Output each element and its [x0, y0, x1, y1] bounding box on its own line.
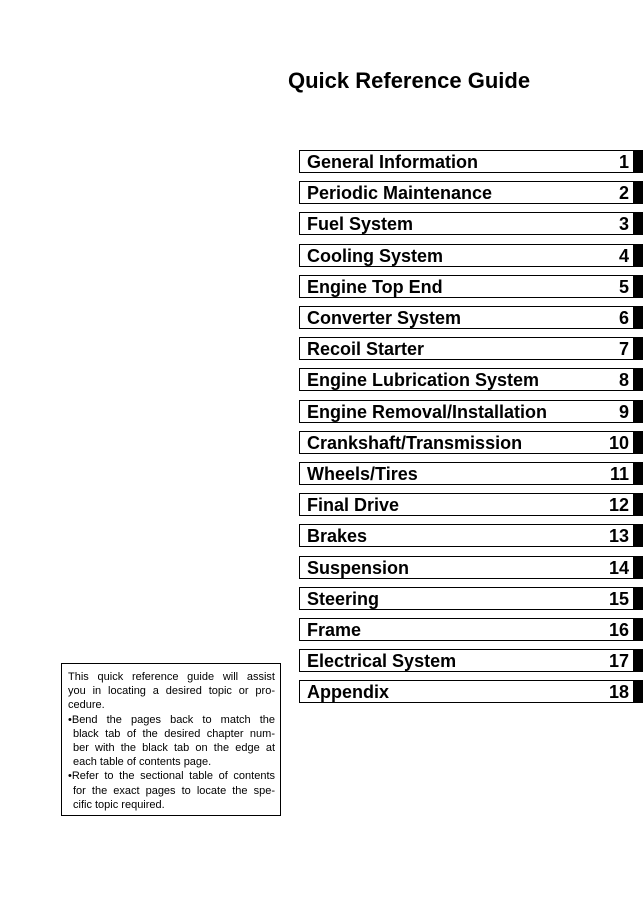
- chapter-entry[interactable]: [299, 556, 643, 579]
- chapter-box: [299, 618, 634, 641]
- chapter-title: Suspension: [307, 557, 410, 578]
- chapter-entry[interactable]: [299, 618, 643, 641]
- note-line: cific topic required.: [73, 798, 165, 811]
- chapter-title: Crankshaft/Transmission: [307, 432, 523, 453]
- chapter-box: [299, 524, 634, 547]
- chapter-title: Frame: [307, 620, 362, 640]
- chapter-entry[interactable]: [299, 431, 643, 454]
- chapter-number: 12: [608, 495, 629, 516]
- chapter-black-tab: [634, 337, 643, 360]
- chapter-number: 13: [608, 526, 629, 547]
- chapter-entry[interactable]: [299, 462, 643, 485]
- chapter-box: [299, 212, 634, 235]
- chapter-entry[interactable]: [299, 212, 643, 235]
- chapter-title: Periodic Maintenance: [307, 183, 493, 204]
- chapter-black-tab: [634, 306, 643, 329]
- chapter-black-tab: [634, 400, 643, 423]
- chapter-number: 7: [618, 339, 629, 360]
- chapter-entry[interactable]: [299, 275, 643, 298]
- chapter-black-tab: [634, 275, 643, 298]
- note-line: ber with the black tab on the edge at: [73, 742, 275, 754]
- chapter-number: 10: [608, 432, 629, 453]
- note-line: This quick reference guide will assist: [68, 671, 275, 683]
- chapter-number: 8: [618, 370, 629, 391]
- note-line: black tab of the desired chapter num-: [73, 727, 275, 740]
- chapter-entry[interactable]: [299, 368, 643, 391]
- chapter-number: 18: [608, 682, 629, 703]
- note-line: each table of contents page.: [73, 756, 212, 769]
- note-line: •Bend the pages back to match the: [68, 713, 275, 726]
- chapter-box: [299, 181, 634, 204]
- chapter-box: [299, 462, 634, 485]
- chapter-black-tab: [634, 680, 643, 703]
- note-line: cedure.: [68, 699, 105, 712]
- chapter-black-tab: [634, 150, 643, 173]
- chapter-box: [299, 275, 634, 298]
- chapter-box: [299, 400, 634, 423]
- chapter-title: Engine Removal/Installation: [307, 401, 548, 422]
- chapter-black-tab: [634, 556, 643, 579]
- chapter-number: 3: [618, 214, 629, 235]
- chapter-box: [299, 244, 634, 267]
- chapter-black-tab: [634, 368, 643, 391]
- chapter-black-tab: [634, 618, 643, 641]
- chapter-box: [299, 337, 634, 360]
- chapter-number: 15: [608, 588, 629, 609]
- chapter-entry[interactable]: [299, 493, 643, 516]
- chapter-black-tab: [634, 462, 643, 485]
- chapter-box: [299, 431, 634, 454]
- chapter-title: Recoil Starter: [307, 339, 425, 360]
- chapter-number: 14: [608, 557, 629, 578]
- chapter-title: Brakes: [307, 526, 368, 547]
- chapter-entry[interactable]: [299, 337, 643, 360]
- chapter-number: 1: [618, 152, 629, 172]
- chapter-box: [299, 368, 634, 391]
- chapter-box: [299, 649, 634, 672]
- chapter-number: 9: [618, 401, 629, 422]
- chapter-black-tab: [634, 587, 643, 610]
- chapter-title: Engine Top End: [307, 276, 443, 297]
- chapter-entry[interactable]: [299, 587, 643, 610]
- chapter-title: Electrical System: [307, 651, 457, 672]
- chapter-black-tab: [634, 493, 643, 516]
- note-line: for the exact pages to locate the spe-: [73, 784, 275, 797]
- chapter-box: [299, 150, 634, 173]
- chapter-black-tab: [634, 524, 643, 547]
- chapter-title: Wheels/Tires: [307, 464, 418, 484]
- chapter-entry[interactable]: [299, 181, 643, 204]
- chapter-title: Final Drive: [307, 495, 400, 516]
- usage-note-box: [61, 663, 281, 816]
- chapter-number: 6: [618, 308, 629, 328]
- note-line: you in locating a desired topic or pro-: [68, 685, 275, 698]
- chapter-box: [299, 493, 634, 516]
- chapter-title: Steering: [307, 588, 380, 609]
- chapter-title: Cooling System: [307, 245, 444, 266]
- chapter-entry[interactable]: [299, 400, 643, 423]
- chapter-black-tab: [634, 649, 643, 672]
- chapter-title: General Information: [307, 152, 479, 172]
- chapter-box: [299, 556, 634, 579]
- page-title: Quick Reference Guide: [288, 68, 531, 93]
- chapter-title: Appendix: [307, 682, 390, 703]
- chapter-entry[interactable]: [299, 649, 643, 672]
- chapter-entry[interactable]: [299, 680, 643, 703]
- chapter-black-tab: [634, 244, 643, 267]
- chapter-entry[interactable]: [299, 306, 643, 329]
- chapter-entry[interactable]: [299, 524, 643, 547]
- chapter-number: 4: [618, 245, 629, 266]
- chapter-number: 5: [618, 276, 629, 297]
- chapter-number: 11: [609, 464, 629, 484]
- chapter-black-tab: [634, 181, 643, 204]
- chapter-box: [299, 680, 634, 703]
- chapter-box: [299, 587, 634, 610]
- chapter-entry[interactable]: [299, 244, 643, 267]
- note-line: •Refer to the sectional table of contents: [68, 770, 275, 783]
- chapter-box: [299, 306, 634, 329]
- chapter-number: 16: [608, 620, 629, 640]
- chapter-title: Engine Lubrication System: [307, 370, 540, 391]
- chapter-entry[interactable]: [299, 150, 643, 173]
- chapter-title: Fuel System: [307, 214, 414, 235]
- chapter-number: 17: [608, 651, 629, 672]
- chapter-black-tab: [634, 431, 643, 454]
- chapter-black-tab: [634, 212, 643, 235]
- chapter-number: 2: [618, 183, 629, 204]
- chapter-title: Converter System: [307, 308, 462, 328]
